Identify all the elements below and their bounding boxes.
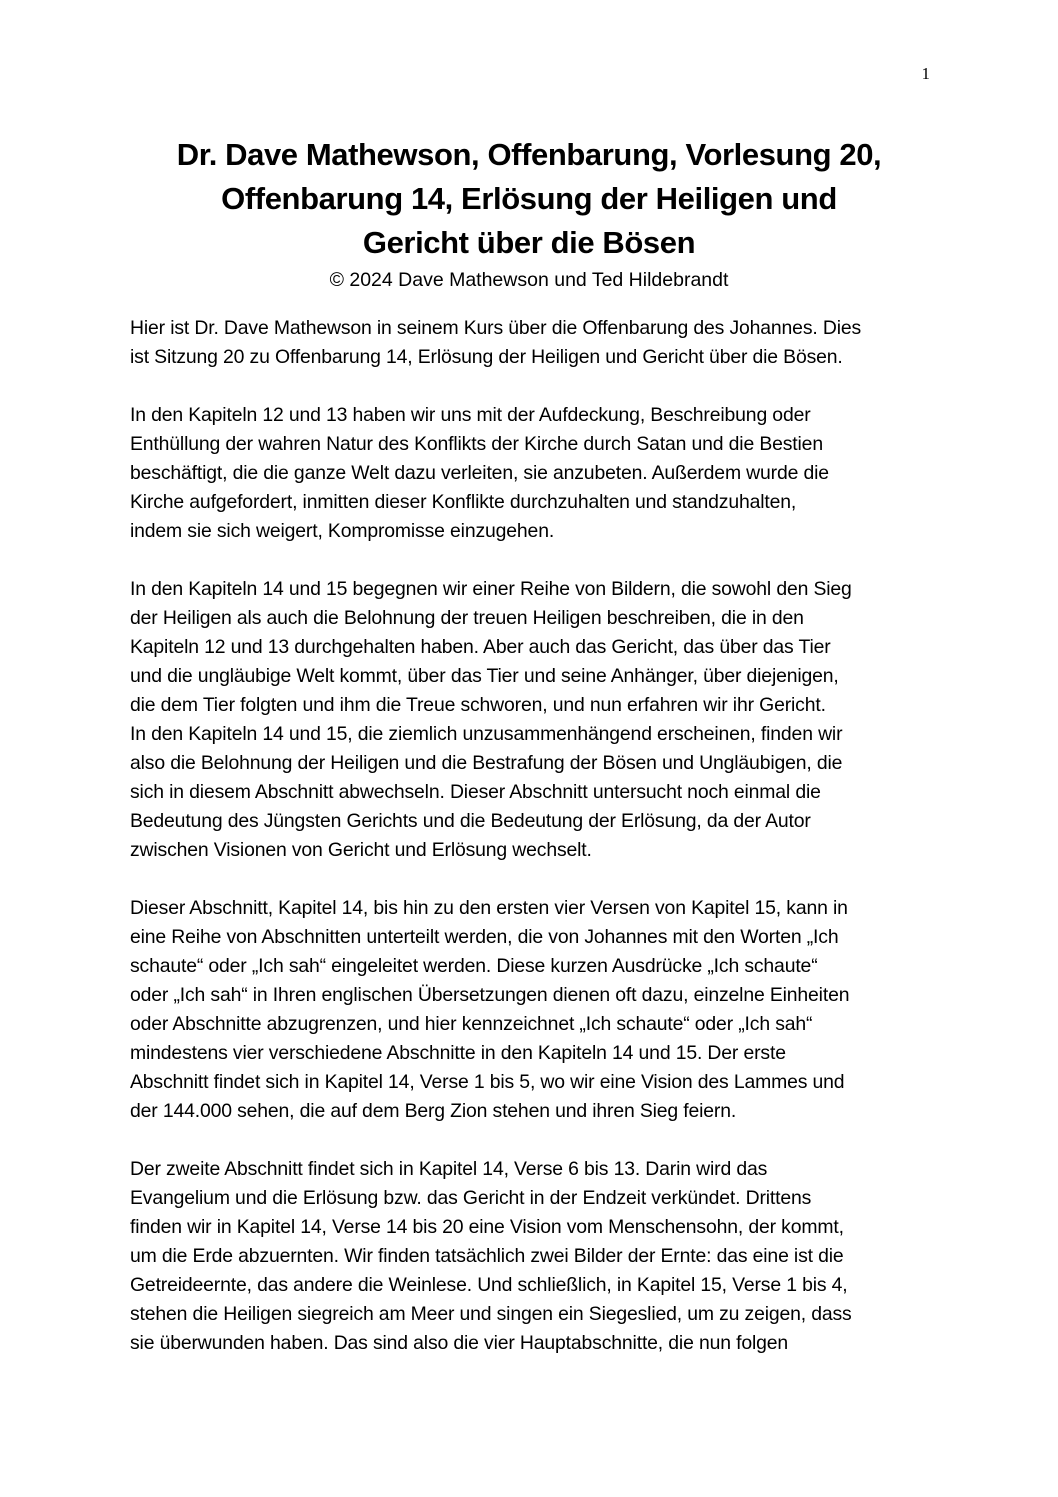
text-line: stehen die Heiligen siegreich am Meer und singen ein Siegeslied, um zu zeigen, dass xyxy=(130,1303,852,1325)
paragraph-5 xyxy=(130,1155,945,1358)
text-line: In den Kapiteln 14 und 15 begegnen wir einer Reihe von Bildern, die sowohl den Sieg xyxy=(130,578,852,600)
text-line: zwischen Visionen von Gericht und Erlösung wechselt. xyxy=(130,839,592,861)
paragraph-3 xyxy=(130,575,945,865)
text-line: Evangelium und die Erlösung bzw. das Gericht in der Endzeit verkündet. Drittens xyxy=(130,1187,812,1209)
text-line: der Heiligen als auch die Belohnung der treuen Heiligen beschreiben, die in den xyxy=(130,607,804,629)
text-line: sie überwunden haben. Das sind also die vier Hauptabschnitte, die nun folgen xyxy=(130,1332,789,1354)
text-line: also die Belohnung der Heiligen und die Bestrafung der Bösen und Ungläubigen, die xyxy=(130,752,843,774)
paragraph-2 xyxy=(130,401,945,546)
text-line: Abschnitt findet sich in Kapitel 14, Verse 1 bis 5, wo wir eine Vision des Lammes und xyxy=(130,1071,845,1093)
text-line: und die ungläubige Welt kommt, über das Tier und seine Anhänger, über diejenigen, xyxy=(130,665,839,687)
text-line: oder „Ich sah“ in Ihren englischen Übersetzungen dienen oft dazu, einzelne Einheiten xyxy=(130,984,850,1006)
copyright-line: © 2024 Dave Mathewson und Ted Hildebrandt xyxy=(329,269,729,291)
text-line: Hier ist Dr. Dave Mathewson in seinem Kurs über die Offenbarung des Johannes. Dies xyxy=(130,317,862,339)
paragraph-4 xyxy=(130,894,945,1126)
text-line: oder Abschnitte abzugrenzen, und hier kennzeichnet „Ich schaute“ oder „Ich sah“ xyxy=(130,1013,813,1035)
document-title-line-3: Gericht über die Bösen xyxy=(362,225,696,260)
text-line: ist Sitzung 20 zu Offenbarung 14, Erlösung der Heiligen und Gericht über die Bösen. xyxy=(130,346,843,368)
text-line: mindestens vier verschiedene Abschnitte in den Kapiteln 14 und 15. Der erste xyxy=(130,1042,786,1064)
text-line: Kirche aufgefordert, inmitten dieser Konflikte durchzuhalten und standzuhalten, xyxy=(130,491,797,513)
text-line: schaute“ oder „Ich sah“ eingeleitet werden. Diese kurzen Ausdrücke „Ich schaute“ xyxy=(130,955,818,977)
text-line: um die Erde abzuernten. Wir finden tatsächlich zwei Bilder der Ernte: das eine ist die xyxy=(130,1245,844,1267)
text-line: finden wir in Kapitel 14, Verse 14 bis 20 eine Vision vom Menschensohn, der kommt, xyxy=(130,1216,844,1238)
text-line: Enthüllung der wahren Natur des Konflikts der Kirche durch Satan und die Bestien xyxy=(130,433,823,455)
text-line: sich in diesem Abschnitt abwechseln. Dieser Abschnitt untersucht noch einmal die xyxy=(130,781,821,803)
text-line: die dem Tier folgten und ihm die Treue schworen, und nun erfahren wir ihr Gericht. xyxy=(130,694,826,716)
text-line: beschäftigt, die die ganze Welt dazu verleiten, sie anzubeten. Außerdem wurde die xyxy=(130,462,829,484)
text-line: In den Kapiteln 12 und 13 haben wir uns mit der Aufdeckung, Beschreibung oder xyxy=(130,404,811,426)
page-number: 1 xyxy=(921,64,930,83)
text-line: In den Kapiteln 14 und 15, die ziemlich unzusammenhängend erscheinen, finden wir xyxy=(130,723,843,745)
text-line: eine Reihe von Abschnitten unterteilt werden, die von Johannes mit den Worten „Ich xyxy=(130,926,839,948)
text-line: Getreideernte, das andere die Weinlese. Und schließlich, in Kapitel 15, Verse 1 bis 4, xyxy=(130,1274,848,1296)
text-line: indem sie sich weigert, Kompromisse einzugehen. xyxy=(130,520,555,542)
text-line: der 144.000 sehen, die auf dem Berg Zion stehen und ihren Sieg feiern. xyxy=(130,1100,737,1122)
text-line: Dieser Abschnitt, Kapitel 14, bis hin zu den ersten vier Versen von Kapitel 15, kann in xyxy=(130,897,848,919)
document-title-line-1: Dr. Dave Mathewson, Offenbarung, Vorlesung 20, xyxy=(176,137,882,172)
text-line: Der zweite Abschnitt findet sich in Kapitel 14, Verse 6 bis 13. Darin wird das xyxy=(130,1158,768,1180)
body-text xyxy=(130,314,945,1387)
text-line: Kapiteln 12 und 13 durchgehalten haben. Aber auch das Gericht, das über das Tier xyxy=(130,636,831,658)
title-block xyxy=(0,133,1058,294)
document-title-line-2: Offenbarung 14, Erlösung der Heiligen und xyxy=(221,181,837,216)
text-line: Bedeutung des Jüngsten Gerichts und die Bedeutung der Erlösung, da der Autor xyxy=(130,810,811,832)
paragraph-1 xyxy=(130,314,945,372)
